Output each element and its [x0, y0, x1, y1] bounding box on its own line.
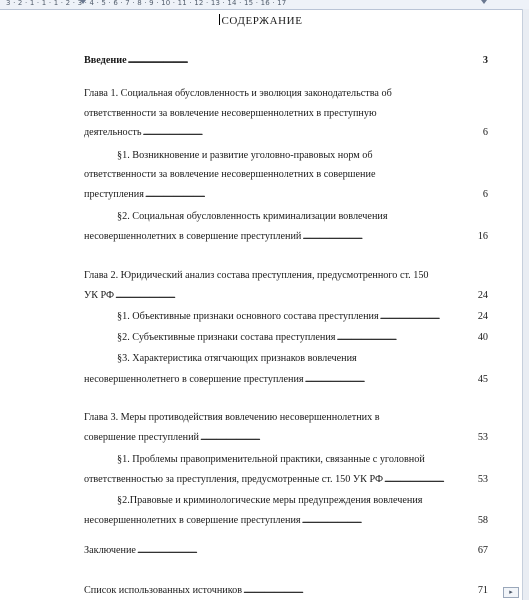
right-indent-marker-icon[interactable]: [481, 0, 487, 4]
toc-entry-section-3-1[interactable]: ответственностью за преступления, предусмотренные ст. 150 УК РФ . . . 53: [84, 473, 488, 487]
page-number: 16: [477, 231, 488, 242]
section-1-2-title[interactable]: §2. Социальная обусловленность криминализации вовлечения: [117, 211, 388, 222]
toc-entry-chapter-1[interactable]: деятельность . . . 6: [84, 126, 488, 140]
section-3-2-title[interactable]: §2.Правовые и криминологические меры предупреждения вовлечения: [117, 495, 423, 506]
page-number: 53: [477, 474, 488, 485]
document-page[interactable]: [0, 9, 522, 600]
toc-entry-section-1-1[interactable]: преступления . . . 6: [84, 188, 488, 202]
scroll-arrow-icon[interactable]: ▸: [503, 587, 519, 598]
toc-entry-introduction[interactable]: Введение . . . 3: [84, 54, 488, 68]
page-number: 3: [482, 55, 488, 66]
page-number: 6: [482, 127, 488, 138]
page-number: 6: [482, 189, 488, 200]
chapter-3-title[interactable]: Глава 3. Меры противодействия вовлечению несовершеннолетних в: [84, 412, 380, 423]
toc-entry-sources[interactable]: Список использованных источников . . . 71: [84, 584, 488, 598]
chapter-1-title-cont[interactable]: ответственности за вовлечение несовершеннолетних в преступную: [84, 108, 377, 119]
toc-entry-section-2-1[interactable]: §1. Объективные признаки основного состава преступления . . . 24: [117, 310, 488, 324]
section-1-1-title[interactable]: §1. Возникновение и развитие уголовно-правовых норм об: [117, 150, 373, 161]
toc-entry-chapter-2[interactable]: УК РФ . . . 24: [84, 289, 488, 303]
toc-entry-conclusion[interactable]: Заключение . . . 67: [84, 544, 488, 558]
page-number: 24: [477, 311, 488, 322]
toc-entry-section-1-2[interactable]: несовершеннолетних в совершение преступлений . . . 16: [84, 230, 488, 244]
section-2-3-title[interactable]: §3. Характеристика отягчающих признаков вовлечения: [117, 353, 357, 364]
vertical-scrollbar[interactable]: [522, 9, 529, 600]
toc-entry-section-3-2[interactable]: несовершеннолетних в совершение преступления . . . 58: [84, 514, 488, 528]
toc-title: СОДЕРЖАНИЕ: [221, 15, 303, 27]
left-indent-marker-icon[interactable]: [80, 0, 86, 4]
page-number: 45: [477, 374, 488, 385]
toc-entry-section-2-2[interactable]: §2. Субъективные признаки состава преступления . . . 40: [117, 331, 488, 345]
ruler-numbers: 3 · 2 · 1 · 1 · 1 · 2 · 3 · 4 · 5 · 6 · 7 · 8 · 9 · 10 · 11 · 12 · 13 · 14 · 15 · 16 · 17: [6, 0, 287, 7]
page-number: 71: [477, 585, 488, 596]
section-3-1-title[interactable]: §1. Проблемы правоприменительной практики, связанные с уголовной: [117, 454, 425, 465]
page-number: 40: [477, 332, 488, 343]
section-1-1-title-cont[interactable]: ответственности за вовлечение несовершеннолетних в совершение: [84, 169, 376, 180]
toc-entry-section-2-3[interactable]: несовершеннолетнего в совершение преступления . . . 45: [84, 373, 488, 387]
page-number: 53: [477, 432, 488, 443]
toc-entry-chapter-3[interactable]: совершение преступлений . . . 53: [84, 431, 488, 445]
page-number: 24: [477, 290, 488, 301]
page-number: 67: [477, 545, 488, 556]
chapter-2-title[interactable]: Глава 2. Юридический анализ состава преступления, предусмотренного ст. 150: [84, 270, 429, 281]
page-number: 58: [477, 515, 488, 526]
chapter-1-title[interactable]: Глава 1. Социальная обусловленность и эволюция законодательства об: [84, 88, 392, 99]
